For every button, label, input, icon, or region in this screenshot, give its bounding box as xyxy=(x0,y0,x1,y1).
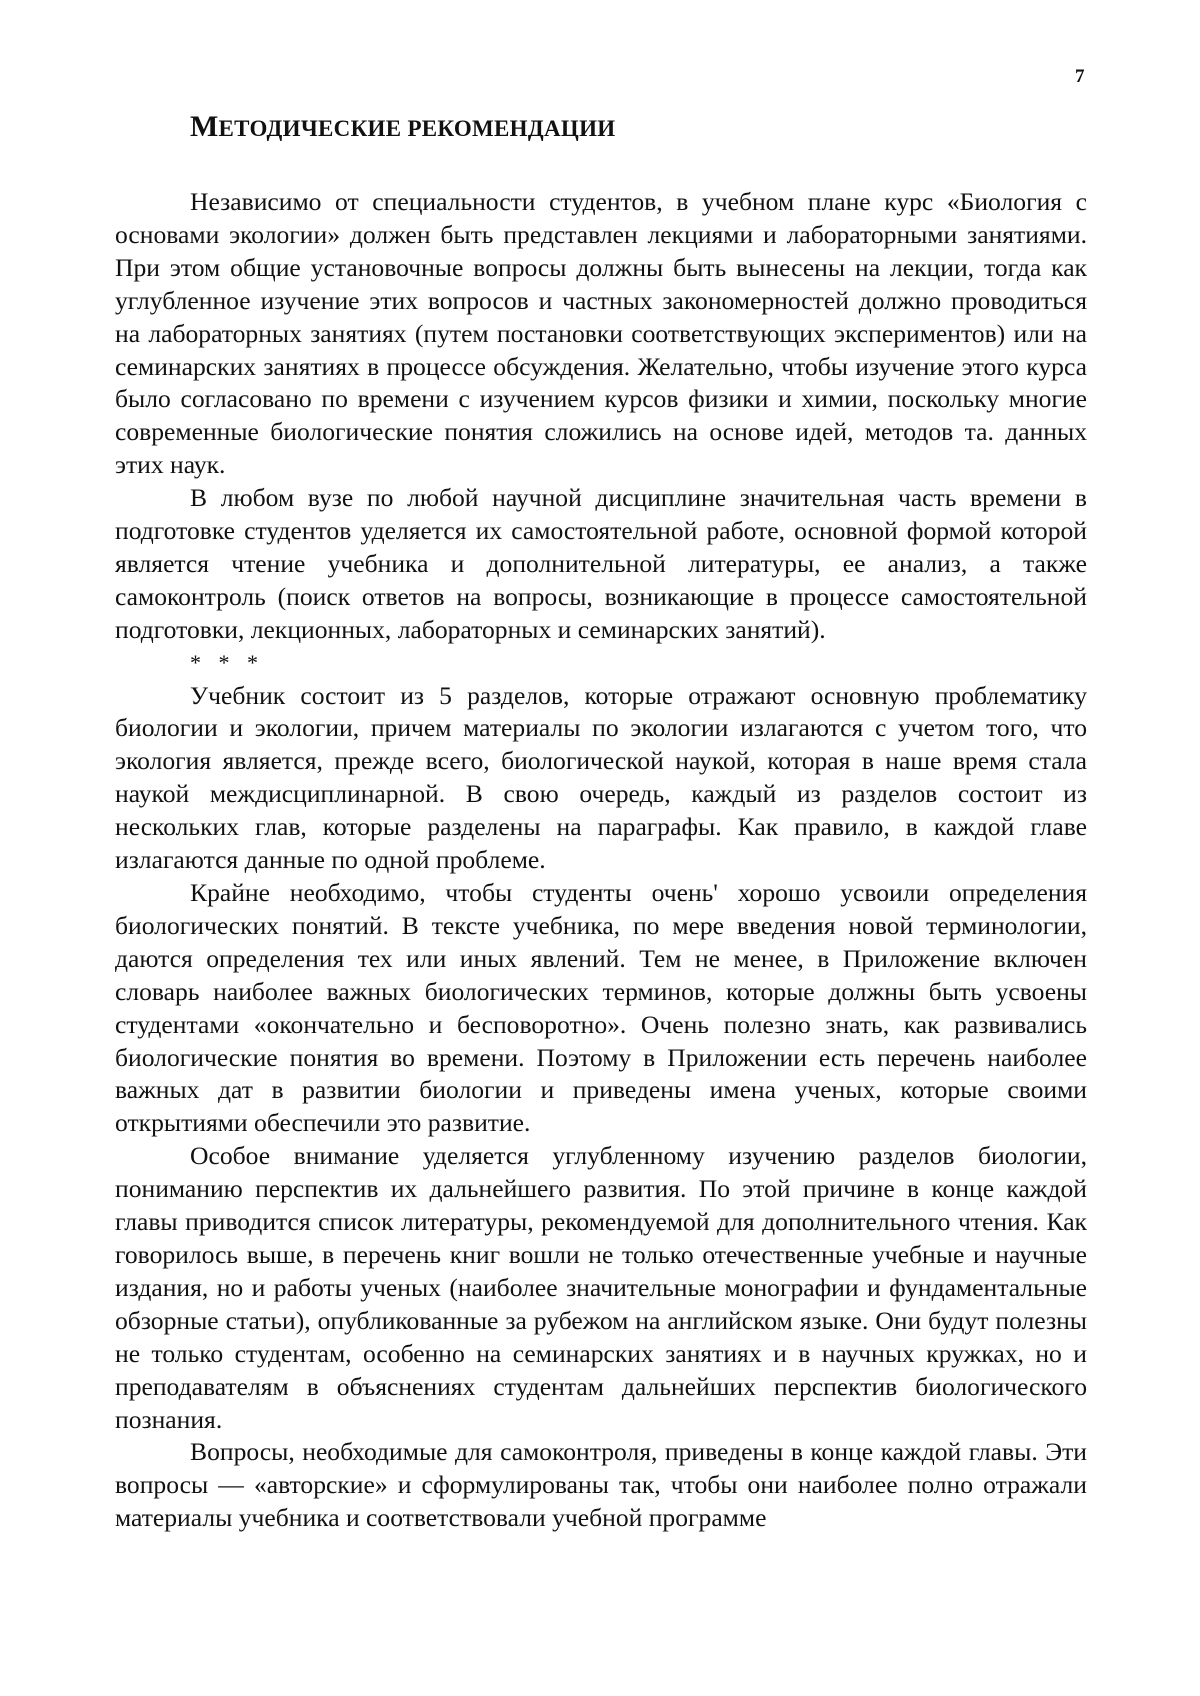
paragraph-terminology: Крайне необходимо, чтобы студенты очень' хорошо усвоили определения биологических понятий. В тексте учебника, по мере введения новой терминологии, даются определения тех или иных явлений. Тем не менее, в Приложение включен словарь наиболее важных биологических терминов, которые должны быть усвоены студентами «окончательно и бесповоротно». Очень полезно знать, как развивались биологические понятия во времени. Поэтому в Приложении есть перечень наиболее важных дат в развитии биологии и приведены имена ученых, которые своими открытиями обеспечили это развитие. xyxy=(115,878,1087,1138)
body-text xyxy=(115,186,1087,1535)
page-number: 7 xyxy=(1075,66,1085,87)
paragraph-further-reading: Особое внимание уделяется углубленному изучению разделов биологии, пониманию перспектив их дальнейшего развития. По этой причине в конце каждой главы приводится список литературы, рекомендуемой для дополнительного чтения. Как говорилось выше, в перечень книг вошли не только отечественные учебные и научные издания, но и работы ученых (наиболее значительные монографии и фундаментальные обзорные статьи), опубликованные за рубежом на английском языке. Они будут полезны не только студентам, особенно на семинарских занятиях и в научных кружках, но и преподавателям в объяснениях студентам дальнейших перспектив биологического познания. xyxy=(115,1141,1087,1434)
section-separator: * * * xyxy=(190,649,264,675)
paragraph-course-structure: Независимо от специальности студентов, в учебном плане курс «Биология с основами экологии» должен быть представлен лекциями и лабораторными занятиями. При этом общие установочные вопросы должны быть вынесены на лекции, тогда как углубленное изучение этих вопросов и частных закономерностей должно проводиться на лабораторных занятиях (путем постановки соответствующих экспериментов) или на семинарских занятиях в процессе обсуждения. Желательно, чтобы изучение этого курса было согласовано по времени с изучением курсов физики и химии, поскольку многие современные биологические понятия сложились на основе идей, методов та. данных этих наук. xyxy=(115,187,1087,480)
heading-rest: ЕТОДИЧЕСКИЕ РЕКОМЕНДАЦИИ xyxy=(218,116,616,141)
section-heading xyxy=(190,110,615,144)
paragraph-textbook-sections: Учебник состоит из 5 разделов, которые отражают основную проблематику биологии и экологии, причем материалы по экологии излагаются с учетом того, что экология является, прежде всего, биологической наукой, которая в наше время стала наукой междисциплинарной. В свою очередь, каждый из разделов состоит из нескольких глав, которые разделены на параграфы. Как правило, в каждой главе излагаются данные по одной проблеме. xyxy=(115,680,1087,875)
paragraph-self-control-questions: Вопросы, необходимые для самоконтроля, приведены в конце каждой главы. Эти вопросы — «авторские» и сформулированы так, чтобы они наиболее полно отражали материалы учебника и соответствовали учебной программе xyxy=(115,1437,1087,1533)
heading-first-letter: М xyxy=(190,110,219,143)
paragraph-self-study: В любом вузе по любой научной дисциплине значительная часть времени в подготовке студентов уделяется их самостоятельной работе, основной формой которой является чтение учебника и дополнительной литературы, ее анализ, а также самоконтроль (поиск ответов на вопросы, возникающие в процессе самостоятельной подготовки, лекционных, лабораторных и семинарских занятий). xyxy=(115,483,1087,644)
